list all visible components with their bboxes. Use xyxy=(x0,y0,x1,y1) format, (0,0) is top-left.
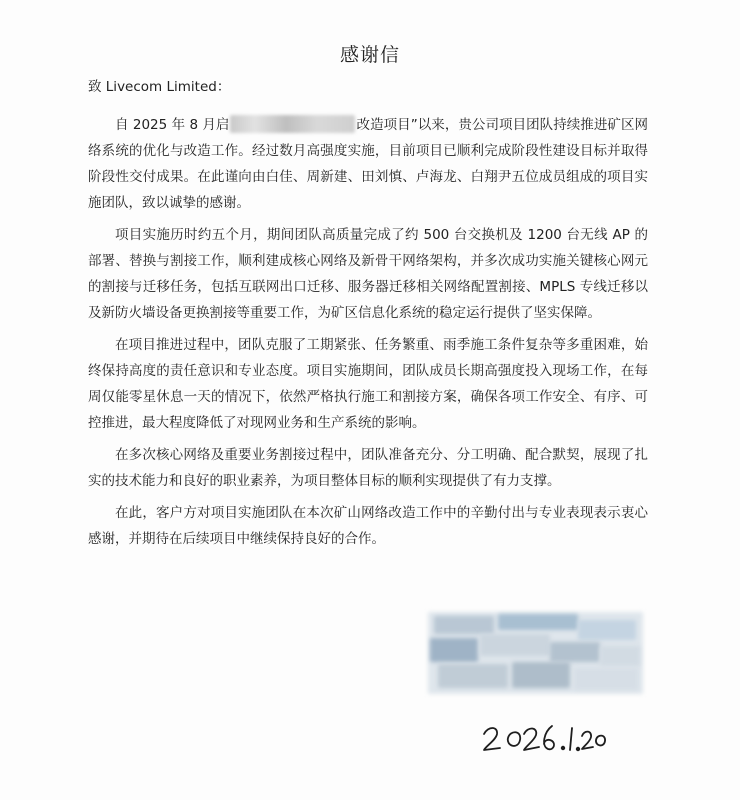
paragraph-1-rest: 改造项目”以来，贵公司项目团队持续推进矿区网络系统的优化与改造工作。经过数月高强度实施，目前项目已顺利完成阶段性建设目标并取得阶段性交付成果。在此谨向由白佳、周新建、田刘慎、卢海龙、白翔尹五位成员组成的项目实施团队，致以诚挚的感谢。 xyxy=(88,117,648,211)
letter-title: 感谢信 xyxy=(339,44,400,66)
paragraph-1 xyxy=(88,112,648,216)
paragraph-2: 项目实施历时约五个月，期间团队高质量完成了约 500 台交换机及 1200 台无线 AP 的部署、替换与割接工作，顺利建成核心网络及新骨干网络架构，并多次成功实施关键核心网元的割接与迁移任务，包括互联网出口迁移、服务器迁移相关网络配置割接、MPLS 专线迁移以及新防火墙设备更换割接等重要工作，为矿区信息化系统的稳定运行提供了坚实保障。 xyxy=(88,227,648,321)
paragraph-4: 在多次核心网络及重要业务割接过程中，团队准备充分、分工明确、配合默契，展现了扎实的技术能力和良好的职业素养，为项目整体目标的顺利实现提供了有力支撑。 xyxy=(88,447,648,489)
redacted-stamp xyxy=(428,612,643,694)
letter-body xyxy=(88,112,648,558)
stamp-block xyxy=(430,638,478,662)
stamp-block xyxy=(512,662,570,688)
stamp-block xyxy=(600,646,640,666)
handwritten-date-signature xyxy=(478,712,608,760)
paragraph-3: 在项目推进过程中，团队克服了工期紧张、任务繁重、雨季施工条件复杂等多重困难，始终保持高度的责任意识和专业态度。项目实施期间，团队成员长期高强度投入现场工作，在每周仅能零星休息一天的情况下，依然严格执行施工和割接方案，确保各项工作安全、有序、可控推进，最大程度降低了对现网业务和生产系统的影响。 xyxy=(88,337,648,431)
stamp-block xyxy=(550,642,600,662)
redacted-project-name xyxy=(230,115,355,133)
stamp-block xyxy=(578,620,636,640)
paragraph-1-start: 自 2025 年 8 月启 xyxy=(115,117,230,133)
paragraph-5: 在此，客户方对项目实施团队在本次矿山网络改造工作中的辛勤付出与专业表现表示衷心感谢，并期待在后续项目中继续保持良好的合作。 xyxy=(88,505,648,547)
stamp-block xyxy=(434,616,494,634)
salutation: 致 Livecom Limited： xyxy=(88,79,231,95)
stamp-block xyxy=(480,634,550,656)
stamp-block xyxy=(574,668,638,690)
stamp-block xyxy=(438,664,508,688)
stamp-block xyxy=(498,614,578,630)
